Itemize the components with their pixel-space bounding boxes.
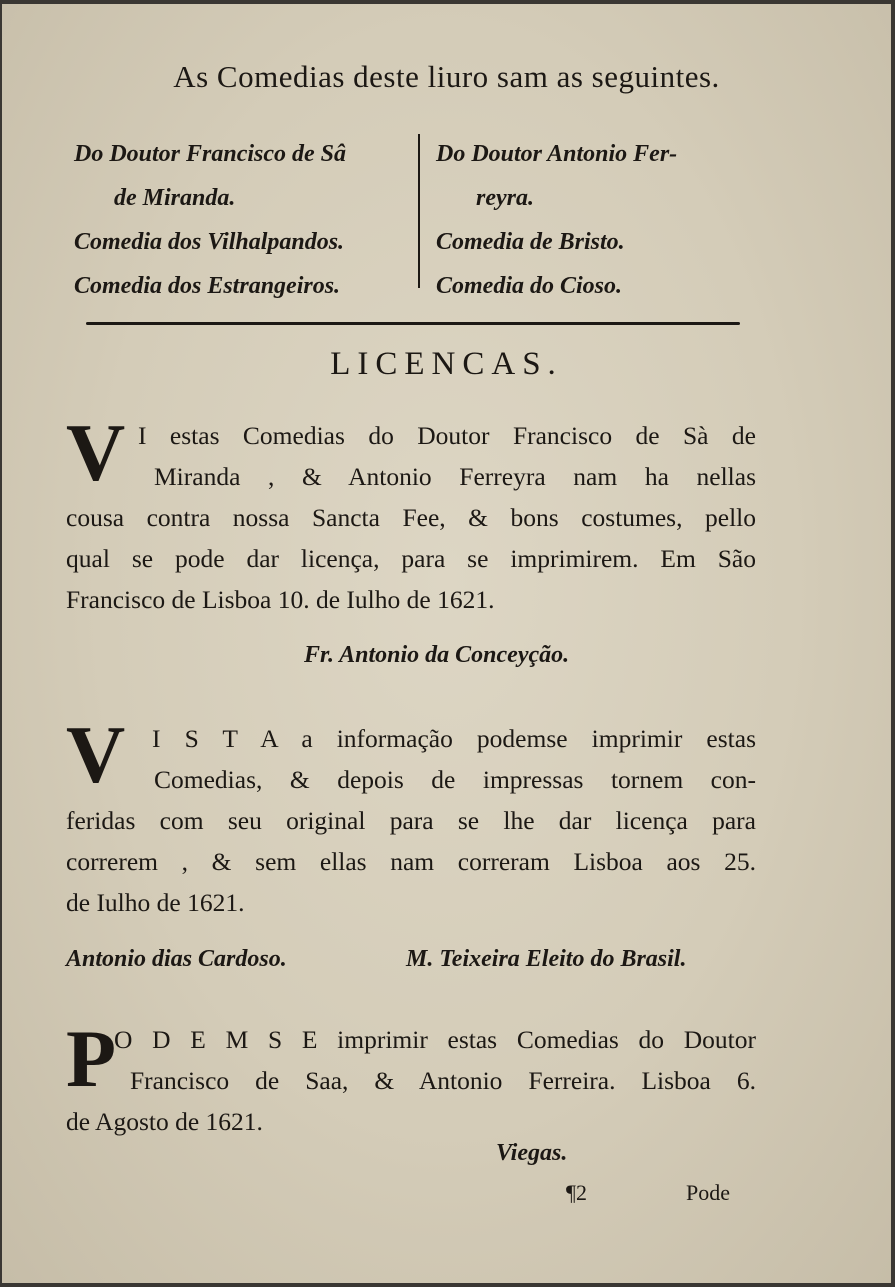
signature: Antonio dias Cardoso. — [66, 946, 287, 972]
author-name: Do Doutor Francisco de Sâ — [74, 141, 347, 167]
author-name-cont: de Miranda. — [114, 185, 236, 211]
page-title: As Comedias deste liuro sam as seguintes. — [173, 59, 720, 94]
author-name-cont: reyra. — [476, 185, 534, 211]
signature: Fr. Antonio da Conceyção. — [304, 642, 570, 668]
author-column-left — [74, 132, 414, 308]
license-paragraph-2 — [66, 718, 756, 923]
signature-mark: ¶2 — [566, 1180, 587, 1205]
section-title: LICENCAS. — [330, 346, 563, 382]
text-line: I estas Comedias do Doutor Francisco de Sà de — [138, 421, 756, 450]
text-line: correrem , & sem ellas nam correram Lisboa aos 25. — [66, 847, 756, 876]
drop-cap: V — [66, 407, 126, 498]
text-line: qual se pode dar licença, para se imprimirem. Em São — [66, 544, 756, 573]
text-line: Francisco de Saa, & Antonio Ferreira. Lisboa 6. — [130, 1066, 756, 1095]
text-line: de Iulho de 1621. — [66, 888, 245, 917]
text-line: Francisco de Lisboa 10. de Iulho de 1621. — [66, 585, 495, 614]
text-line: feridas com seu original para se lhe dar licença para — [66, 806, 756, 835]
license-paragraph-1 — [66, 415, 756, 620]
text-line: O D E M S E imprimir estas Comedias do Doutor — [114, 1025, 756, 1054]
horizontal-rule — [86, 322, 740, 325]
text-line: Comedias, & depois de impressas tornem con- — [154, 765, 756, 794]
comedy-title: Comedia de Bristo. — [436, 229, 625, 255]
text-line: de Agosto de 1621. — [66, 1107, 263, 1136]
signature: M. Teixeira Eleito do Brasil. — [406, 946, 687, 972]
license-paragraph-3 — [66, 1013, 756, 1142]
text-line: cousa contra nossa Sancta Fee, & bons costumes, pello — [66, 503, 756, 532]
author-column-right — [436, 132, 776, 308]
text-line: Miranda , & Antonio Ferreyra nam ha nellas — [154, 462, 756, 491]
author-name: Do Doutor Antonio Fer- — [436, 141, 678, 167]
drop-cap: P — [66, 1013, 117, 1104]
column-divider — [418, 134, 420, 288]
comedy-title: Comedia dos Estrangeiros. — [74, 273, 341, 299]
book-page — [2, 4, 891, 1283]
comedy-title: Comedia do Cioso. — [436, 273, 623, 299]
drop-cap: V — [66, 709, 126, 800]
signature: Viegas. — [496, 1140, 568, 1166]
comedy-title: Comedia dos Vilhalpandos. — [74, 229, 345, 255]
catchword: Pode — [686, 1180, 730, 1205]
text-line: I S T A a informação podemse imprimir estas — [152, 724, 756, 753]
